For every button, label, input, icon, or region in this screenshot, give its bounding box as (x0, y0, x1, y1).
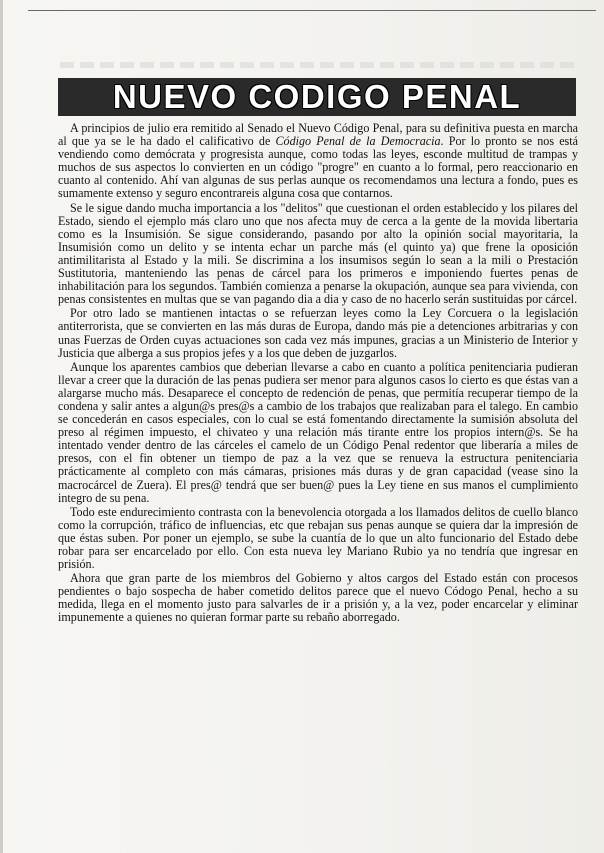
paragraph-1-start: A principios de julio era remitido al Senado el Nuevo Código Penal, para su definitiva puesta en marcha al que ya se le ha dado el calificativo de (58, 121, 578, 149)
top-rule (28, 10, 596, 11)
paragraph-1-end: . Por lo pronto se nos está vendiendo como demócrata y progresista aunque, como todas las leyes, esconde multitud de trampas y muchos de sus aspectos lo convierten en un código "progre" en cuanto a lo formal, pero reaccionario en cuanto al contenido. Ahí van algunas de sus perlas aunque os recomendamos una lectura a fondo, pues es sumamente extenso y seguro encontrareis alguna cosa que contarnos. (58, 134, 578, 201)
article-body (58, 122, 578, 626)
paragraph-3: Por otro lado se mantienen intactas o se refuerzan leyes como la Ley Corcuera o la legislación antiterrorista, que se convierten en las más duras de Europa, dando más pie a detenciones arbitrarias y con unas Fuerzas de Orden cuyas actuaciones son cada vez más impunes, gracias a un Ministerio de Interior y Justicia que alberga a sus propios jefes y a los que deben de juzgarlos. (58, 306, 578, 360)
page-edge (0, 0, 3, 853)
title-banner (58, 78, 576, 116)
paragraph-5: Todo este endurecimiento contrasta con la benevolencia otorgada a los llamados delitos de cuello blanco como la corrupción, tráfico de influencias, etc que rebajan sus penas aunque se quiera dar la impresión de que éstas suben. Por poner un ejemplo, se sube la cuantía de lo que un alto funcionario del Estado debe robar para ser encarcelado por ello. Con esta nueva ley Mariano Rubio ya no tendría que ingresar en prisión. (58, 504, 578, 572)
paragraph-1 (58, 122, 578, 201)
paragraph-4: Aunque los aparentes cambios que deberian llevarse a cabo en cuanto a política penitenciaria pudieran llevar a creer que la duración de las penas pudiera ser menor para algunos casos lo cierto es que éstas van a alargarse mucho más. Desaparece el concepto de redención de penas, que permitía recuperar tiempo de la condena y salir antes a algun@s pres@s a cambio de los trabajos que realizaban para el talego. En cambio se concederán en casos especiales, con lo cual se está fomentando directamente la sumisión absoluta del preso al régimen impuesto, el chivateo y una relación más tirante entre los propios intern@s. Se ha intentado vender dentro de las cárceles el camelo de un Código Penal redentor que liberaría a miles de presos, con el fin obtener un tiempo de paz a la vez que se renueva la estructura penitenciaria prácticamente al completo con más cámaras, prisiones más duras y de gran capacidad (vease sino la macrocárcel de Zuera). El pres@ tendrá que ser buen@ pues la Ley tiene en sus manos el cumplimiento integro de su pena. (58, 359, 578, 505)
paragraph-6: Ahora que gran parte de los miembros del Gobierno y altos cargos del Estado están con procesos pendientes o bajo sospecha de haber cometido delitos parece que el nuevo Códogo Penal, hecho a su medida, llega en el momento justo para salvarles de ir a prisión y, a la vez, poder encarcelar y eliminar impunemente a quienes no quieran formar parte su rebaño aborregado. (58, 571, 578, 625)
paragraph-1-emphasis: Código Penal de la Democracia (275, 134, 441, 149)
page-title: NUEVO CODIGO PENAL (112, 78, 522, 115)
faded-header-band (60, 62, 580, 68)
paragraph-2: Se le sigue dando mucha importancia a los "delitos" que cuestionan el orden establecido y los pilares del Estado, siendo el ejemplo más claro uno que nos afecta muy de cerca a la gente de la movida libertaria como es la Insumisión. Se sigue considerando, pasando por alto la opinión social mayoritaria, la Insumisión como un delito y se intenta echar un parche más (el quinto ya) que frene la oposición antimilitarista al Estado y la mili. Se discrimina a los insumisos según lo sean a la mili o Prestación Sustitutoria, manteniendo las penas de cárcel para los primeros e imponiendo fuertes penas de inhabilitación para los segundos. También comienza a penarse la okupación, aunque sea para vivienda, con penas consistentes en multas que se van pagando dia a dia y caso de no hacerlo serán sustituidas por cárcel. (58, 200, 578, 307)
